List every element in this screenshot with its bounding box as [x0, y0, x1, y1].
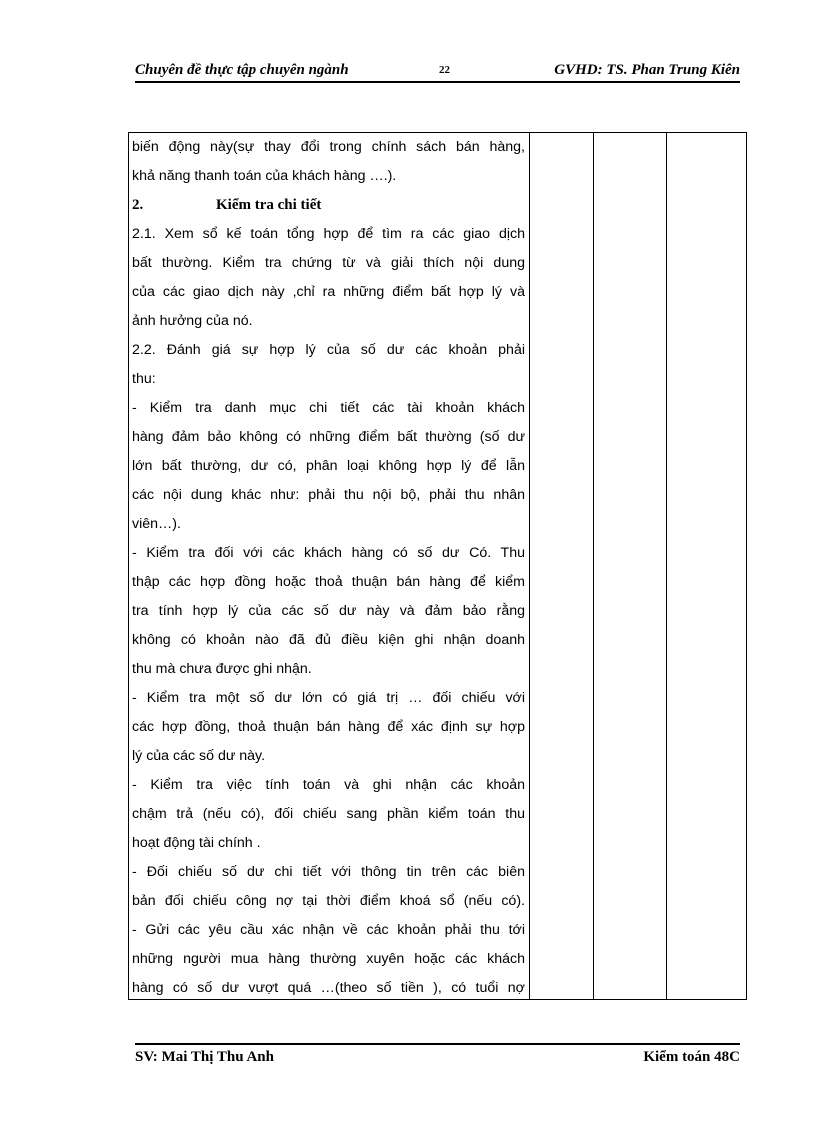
text-line: lớn bất thường, dư có, phân loại không hợp lý để lẫn [132, 458, 525, 474]
section-title: Kiểm tra chi tiết [216, 197, 322, 213]
text-line: - Kiểm tra một số dư lớn có giá trị … đối chiếu với [132, 690, 525, 706]
text-line: bản đối chiếu công nợ tại thời điểm khoá sổ (nếu có). [132, 893, 525, 909]
text-line: hàng có số dư vượt quá …(theo số tiền ), có tuổi nợ [132, 980, 525, 996]
text-line: 2.2. Đánh giá sự hợp lý của số dư các khoản phải [132, 342, 525, 358]
text-line: các hợp đồng, thoả thuận bán hàng để xác định sự hợp [132, 719, 525, 735]
procedure-text-column [132, 133, 525, 1003]
text-line: thu: [132, 371, 156, 387]
text-line: - Kiểm tra danh mục chi tiết các tài khoản khách [132, 400, 525, 416]
header-report-title: Chuyên đề thực tập chuyên ngành [135, 62, 349, 78]
text-line: của các giao dịch này ,chỉ ra những điểm bất hợp lý và [132, 284, 525, 300]
text-line: hoạt động tài chính . [132, 835, 261, 851]
text-line: không có khoản nào đã đủ điều kiện ghi nhận doanh [132, 632, 525, 648]
footer-student-name: SV: Mai Thị Thu Anh [135, 1049, 274, 1065]
header-rule [135, 81, 740, 83]
column-divider [593, 133, 594, 999]
section-heading [132, 191, 525, 220]
footer-rule [135, 1043, 740, 1045]
section-number: 2. [132, 197, 144, 213]
text-line: lý của các số dư này. [132, 748, 266, 764]
text-line: - Kiểm tra đối với các khách hàng có số dư Có. Thu [132, 545, 525, 561]
column-divider [529, 133, 530, 999]
text-line: 2.1. Xem sổ kế toán tổng hợp để tìm ra các giao dịch [132, 226, 525, 242]
page-header [135, 60, 740, 84]
text-line: biến động này(sự thay đổi trong chính sách bán hàng, [132, 139, 525, 155]
text-line: những người mua hàng thường xuyên hoặc các khách [132, 951, 525, 967]
header-advisor: GVHD: TS. Phan Trung Kiên [554, 62, 740, 78]
text-line: bất thường. Kiểm tra chứng từ và giải thích nội dung [132, 255, 525, 271]
header-page-number: 22 [439, 64, 450, 76]
text-line: khả năng thanh toán của khách hàng ….). [132, 168, 397, 184]
text-line: tra tính hợp lý của các số dư này và đảm bảo rằng [132, 603, 525, 619]
column-divider [666, 133, 667, 999]
text-line: thu mà chưa được ghi nhận. [132, 661, 312, 677]
footer-class: Kiểm toán 48C [643, 1049, 740, 1065]
audit-procedure-table [128, 132, 747, 1000]
page-footer [135, 1043, 740, 1073]
text-line: ảnh hưởng của nó. [132, 313, 253, 329]
text-line: - Gửi các yêu cầu xác nhận về các khoản phải thu tới [132, 922, 525, 938]
text-line: - Đối chiếu số dư chi tiết với thông tin trên các biên [132, 864, 525, 880]
text-line: các nội dung khác như: phải thu nội bộ, phải thu nhân [132, 487, 525, 503]
text-line: - Kiểm tra việc tính toán và ghi nhận các khoản [132, 777, 525, 793]
text-line: viên…). [132, 516, 181, 532]
text-line: chậm trả (nếu có), đối chiếu sang phần kiểm toán thu [132, 806, 525, 822]
text-line: thập các hợp đồng hoặc thoả thuận bán hàng để kiểm [132, 574, 525, 590]
text-line: hàng đảm bảo không có những điểm bất thường (số dư [132, 429, 525, 445]
